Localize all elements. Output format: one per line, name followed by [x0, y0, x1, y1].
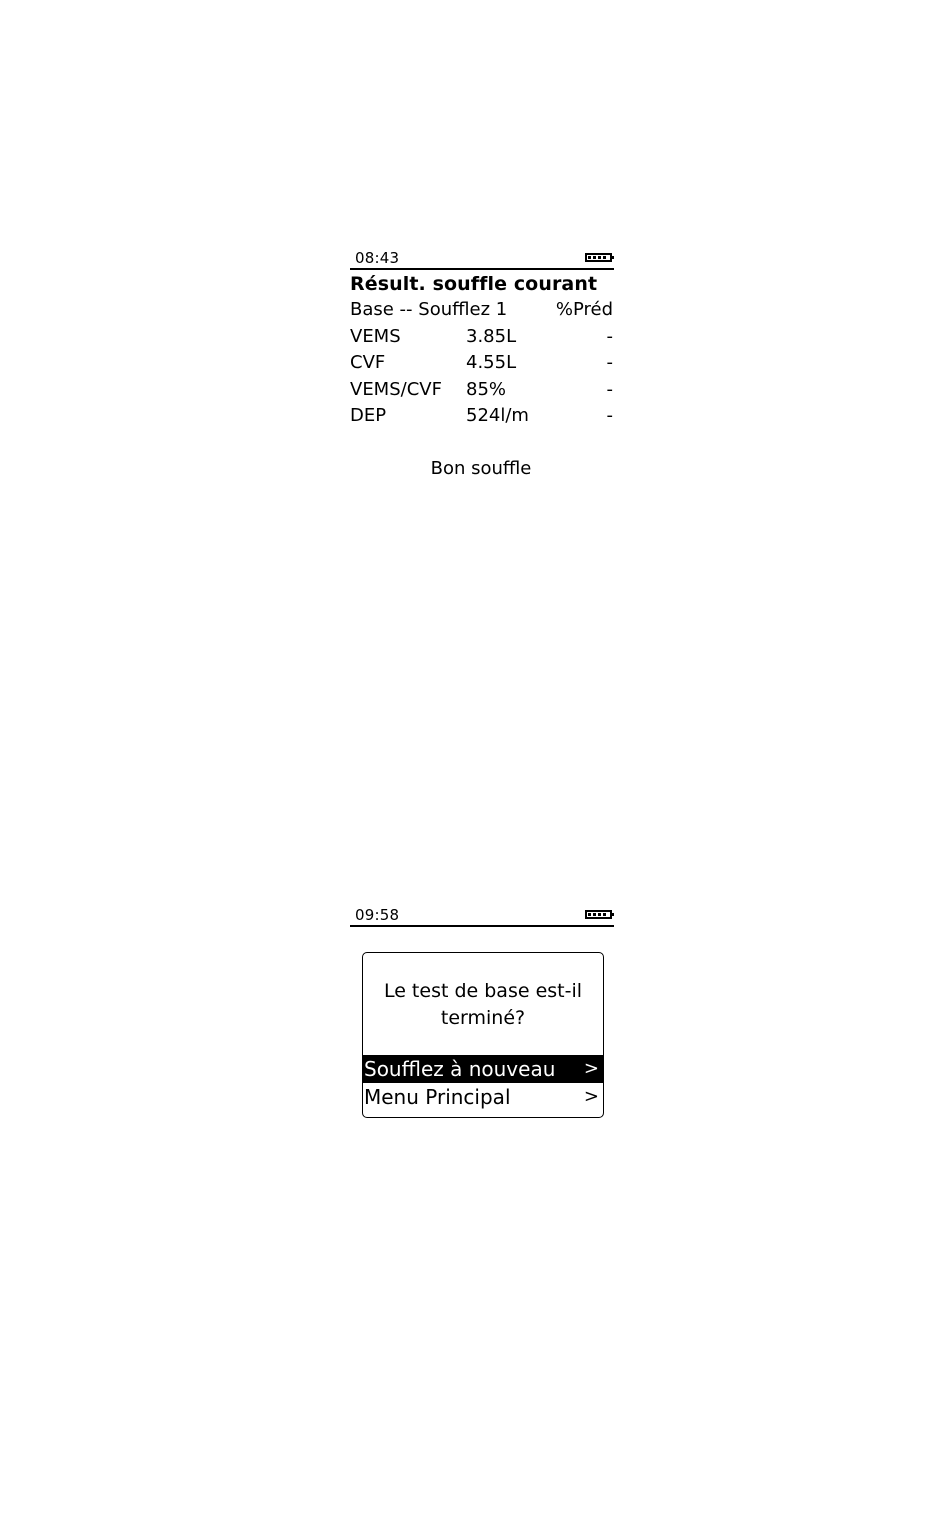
result-value: 4.55L — [466, 352, 517, 373]
battery-full-icon — [585, 253, 612, 262]
result-value: 524l/m — [466, 405, 529, 426]
pred-column-header: %Préd — [555, 299, 613, 320]
result-value: 85% — [466, 378, 507, 400]
confirm-screen — [350, 905, 614, 1109]
result-pred: - — [606, 378, 613, 400]
result-row-vems — [350, 324, 614, 351]
dialog-menu — [363, 1055, 603, 1111]
result-pred: - — [606, 325, 613, 347]
result-pred: - — [606, 405, 613, 426]
chevron-right-icon: > — [583, 1086, 599, 1107]
menu-item-label: Menu Principal — [364, 1085, 511, 1109]
result-label: VEMS — [350, 325, 401, 347]
result-label: DEP — [350, 405, 387, 426]
battery-full-icon — [585, 910, 612, 919]
result-row-vems-cvf — [350, 377, 614, 404]
status-bar — [350, 905, 614, 927]
results-screen — [350, 248, 614, 482]
result-pred: - — [606, 352, 613, 373]
dialog-question: Le test de base est-il terminé? — [383, 980, 583, 1029]
main-menu-option[interactable] — [363, 1083, 603, 1111]
result-row-cvf — [350, 350, 614, 377]
clock: 08:43 — [355, 249, 400, 267]
confirm-dialog — [362, 952, 604, 1118]
result-label: VEMS/CVF — [350, 378, 442, 400]
result-value: 3.85L — [466, 325, 517, 347]
test-label: Base -- Soufflez 1 — [350, 299, 508, 320]
menu-item-label: Soufflez à nouveau — [364, 1057, 556, 1081]
page-title: Résult. souffle courant — [350, 273, 598, 295]
status-message: Bon souffle — [430, 457, 532, 479]
result-row-dep — [350, 403, 614, 430]
blow-again-option[interactable] — [363, 1055, 603, 1083]
clock: 09:58 — [355, 906, 400, 924]
status-bar — [350, 248, 614, 270]
results-header-row — [350, 297, 614, 324]
chevron-right-icon: > — [583, 1058, 599, 1079]
result-label: CVF — [350, 352, 386, 373]
